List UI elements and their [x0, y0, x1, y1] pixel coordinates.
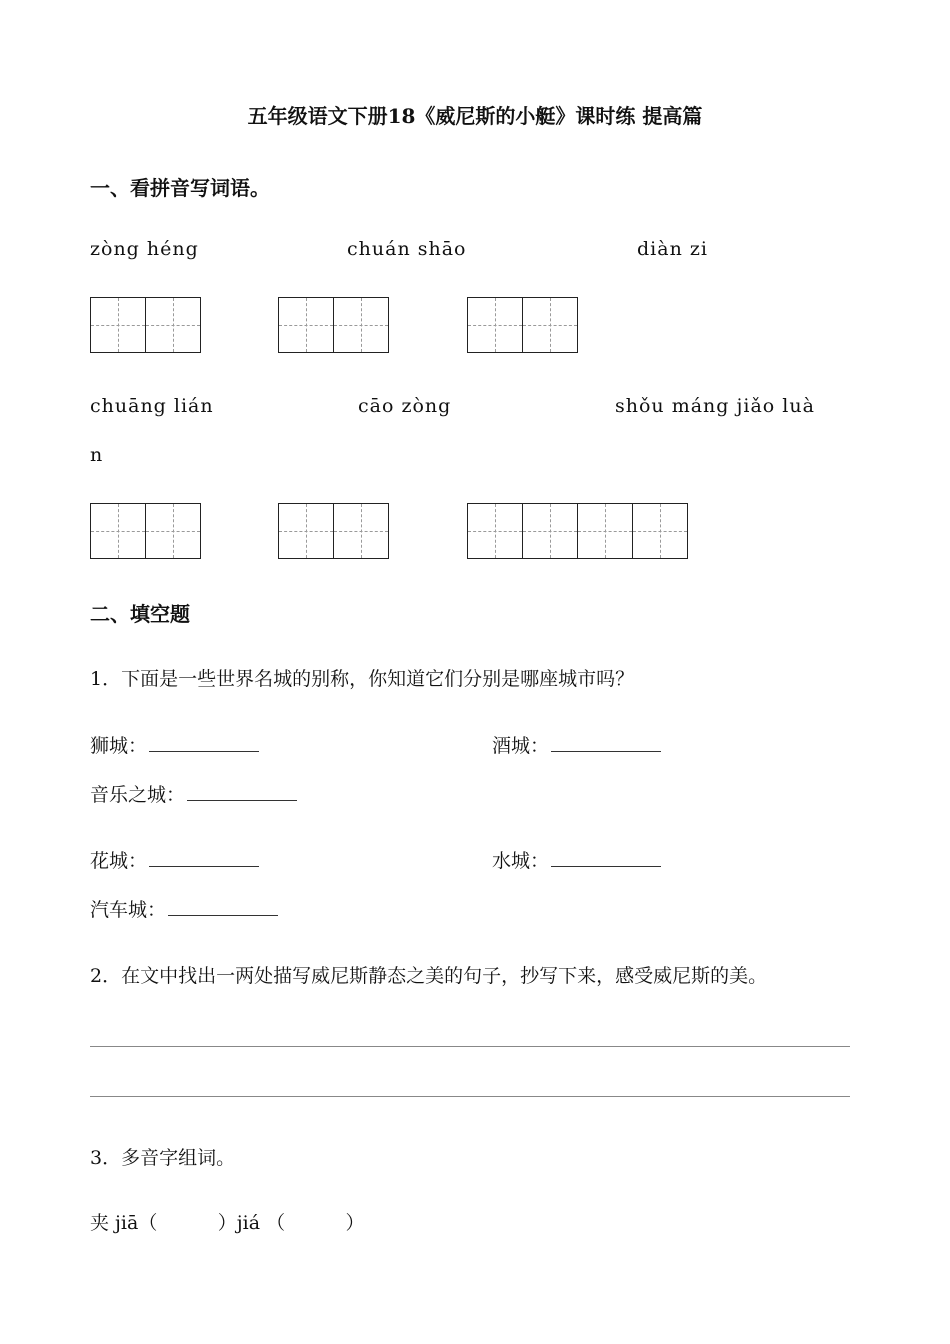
char-box[interactable]: [333, 503, 389, 559]
question-1-prompt: 1．下面是一些世界名城的别称，你知道它们分别是哪座城市吗？: [90, 668, 635, 690]
char-box[interactable]: [522, 503, 578, 559]
answer-line[interactable]: [90, 1096, 850, 1097]
char-box-group-3[interactable]: [467, 297, 578, 353]
char-box-group-4[interactable]: [90, 503, 201, 559]
char-box[interactable]: [467, 297, 523, 353]
city-item-wine: [492, 731, 661, 758]
pinyin-3: diàn zi: [637, 238, 708, 260]
char-box[interactable]: [145, 503, 201, 559]
char-box-group-5[interactable]: [278, 503, 389, 559]
char-box[interactable]: [278, 503, 334, 559]
char-box-group-1[interactable]: [90, 297, 201, 353]
section-heading-fill: 二、填空题: [90, 602, 190, 626]
char-box-group-2[interactable]: [278, 297, 389, 353]
city-label: 音乐之城：: [90, 784, 186, 806]
section-heading-pinyin: 一、看拼音写词语。: [90, 176, 270, 200]
char-box-group-6[interactable]: [467, 503, 688, 559]
char-box[interactable]: [278, 297, 334, 353]
char-box[interactable]: [145, 297, 201, 353]
city-item-music: [90, 780, 297, 807]
pinyin-6: shǒu máng jiǎo luà: [615, 395, 815, 417]
char-box[interactable]: [90, 297, 146, 353]
answer-blank[interactable]: [149, 846, 259, 867]
answer-blank[interactable]: [551, 846, 661, 867]
city-label: 狮城：: [90, 735, 148, 757]
char-box[interactable]: [467, 503, 523, 559]
answer-blank[interactable]: [168, 895, 278, 916]
char-box[interactable]: [632, 503, 688, 559]
answer-blank[interactable]: [187, 780, 297, 801]
city-label: 水城：: [492, 850, 550, 872]
city-item-water: [492, 846, 661, 873]
pinyin-6-wrap: n: [90, 444, 104, 466]
polyphone-line: 夹 jiā（ ）jiá （ ）: [90, 1212, 365, 1234]
city-item-flower: [90, 846, 259, 873]
pinyin-4: chuāng lián: [90, 395, 214, 417]
city-item-car: [90, 895, 278, 922]
char-box[interactable]: [333, 297, 389, 353]
city-label: 酒城：: [492, 735, 550, 757]
char-box[interactable]: [577, 503, 633, 559]
char-box[interactable]: [90, 503, 146, 559]
char-box[interactable]: [522, 297, 578, 353]
page-title: 五年级语文下册18《威尼斯的小艇》课时练 提高篇: [247, 104, 703, 128]
pinyin-2: chuán shāo: [347, 238, 467, 260]
answer-line[interactable]: [90, 1046, 850, 1047]
answer-blank[interactable]: [149, 731, 259, 752]
city-label: 汽车城：: [90, 899, 167, 921]
pinyin-5: cāo zòng: [358, 395, 452, 417]
city-item-lion: [90, 731, 259, 758]
pinyin-1: zòng héng: [90, 238, 199, 260]
answer-blank[interactable]: [551, 731, 661, 752]
question-3-prompt: 3．多音字组词。: [90, 1147, 236, 1169]
city-label: 花城：: [90, 850, 148, 872]
question-2-prompt: 2．在文中找出一两处描写威尼斯静态之美的句子，抄写下来，感受威尼斯的美。: [90, 965, 768, 987]
